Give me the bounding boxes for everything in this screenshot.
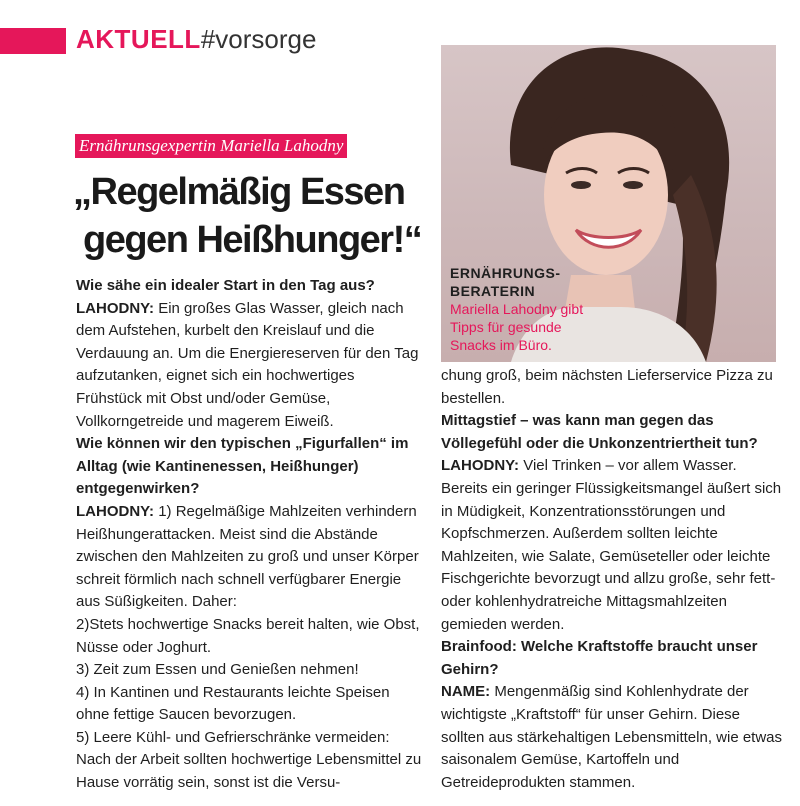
question-2: Wie können wir den typischen „Figurfallen“ im Alltag (wie Kantinenessen, Heißhunger) entgegenwirken? xyxy=(76,435,409,498)
answer-2-point-5: 5) Leere Kühl- und Gefrierschränke vermeiden: Nach der Arbeit sollten hochwertige Lebensmittel zu Hause vorrätig sein, sonst ist die Versu- xyxy=(76,728,422,792)
section-label: AKTUELL xyxy=(76,24,201,54)
headline-line-2: gegen Heißhunger!“ xyxy=(83,219,422,261)
answer-2-text: 1) Regelmäßige Mahlzeiten verhindern Heißhungerattacken. Meist sind die Abstände zwischen den Mahlzeiten zu groß und unser Körper schreit förmlich nach schnell verfügbarer Energie aus Süßigkeiten. Daher: xyxy=(76,502,419,611)
answer-4 xyxy=(441,681,786,794)
article-headline xyxy=(73,168,433,264)
headline-line-1: „Regelmäßig Essen xyxy=(73,171,405,213)
answer-2 xyxy=(76,501,424,614)
answer-2-point-2: 2)Stets hochwertige Snacks bereit halten, wie Obst, Nüsse oder Joghurt. xyxy=(76,615,420,656)
section-hashtag: #vorsorge xyxy=(200,24,317,54)
photo-caption xyxy=(450,264,590,354)
caption-text: Mariella Lahodny gibt Tipps für gesunde Snacks im Büro. xyxy=(450,301,584,353)
section-header xyxy=(76,24,316,54)
answer-2-point-3: 3) Zeit zum Essen und Genießen nehmen! xyxy=(76,661,359,679)
question-1: Wie sähe ein idealer Start in den Tag aus? xyxy=(76,277,375,294)
text-column-left xyxy=(76,275,424,795)
answer-4-speaker: NAME: xyxy=(441,683,491,701)
answer-3-text: Viel Trinken – vor allem Wasser. Bereits ein geringer Flüssigkeitsmangel äußert sich in Müdigkeit, Konzentrationsstörungen und Kopfschmerzen. Außerdem sollten leichte Mahlzeiten, wie Salate, Gemüseteller oder leichte Fischgerichte bevorzugt und allzu große, sehr fett- oder kohlenhydratreiche Mittagsmahlzeiten gemieden werden. xyxy=(441,457,782,633)
section-accent-bar xyxy=(0,28,66,54)
answer-3-speaker: LAHODNY: xyxy=(441,457,520,475)
answer-4-text: Mengenmäßig sind Kohlenhydrate der wichtigste „Kraftstoff“ für unser Gehirn. Diese sollten aus stärkehaltigen Lebensmitteln, wie etwas saisonalem Gemüse, Kartoffeln und Getreideprodukten stammen. xyxy=(441,683,783,791)
answer-1 xyxy=(76,298,424,434)
answer-2-point-4: 4) In Kantinen und Restaurants leichte Speisen ohne fettige Saucen bevorzugen. xyxy=(76,683,390,724)
caption-title: ERNÄHRUNGS-BERATERIN xyxy=(450,265,561,299)
question-4: Brainfood: Welche Kraftstoffe braucht unser Gehirn? xyxy=(441,638,758,678)
article-kicker: Ernährunsgexpertin Mariella Lahodny xyxy=(75,134,347,158)
answer-1-speaker: LAHODNY: xyxy=(76,299,155,317)
answer-1-text: Ein großes Glas Wasser, gleich nach dem Aufstehen, kurbelt den Kreislauf und die Verdauung an. Um die Energiereserven für den Tag aufzutanken, eignet sich ein hochwertiges Frühstück mit Obst und/oder Gemüse, Vollkorngetreide und magerem Eiweiß. xyxy=(76,299,419,430)
continued-text: chung groß, beim nächsten Lieferservice Pizza zu bestellen. xyxy=(441,367,773,407)
answer-2-speaker: LAHODNY: xyxy=(76,502,155,520)
answer-3 xyxy=(441,455,786,636)
text-column-right xyxy=(441,365,786,794)
question-3: Mittagstief – was kann man gegen das Völlegefühl oder die Unkonzentriertheit tun? xyxy=(441,412,758,452)
